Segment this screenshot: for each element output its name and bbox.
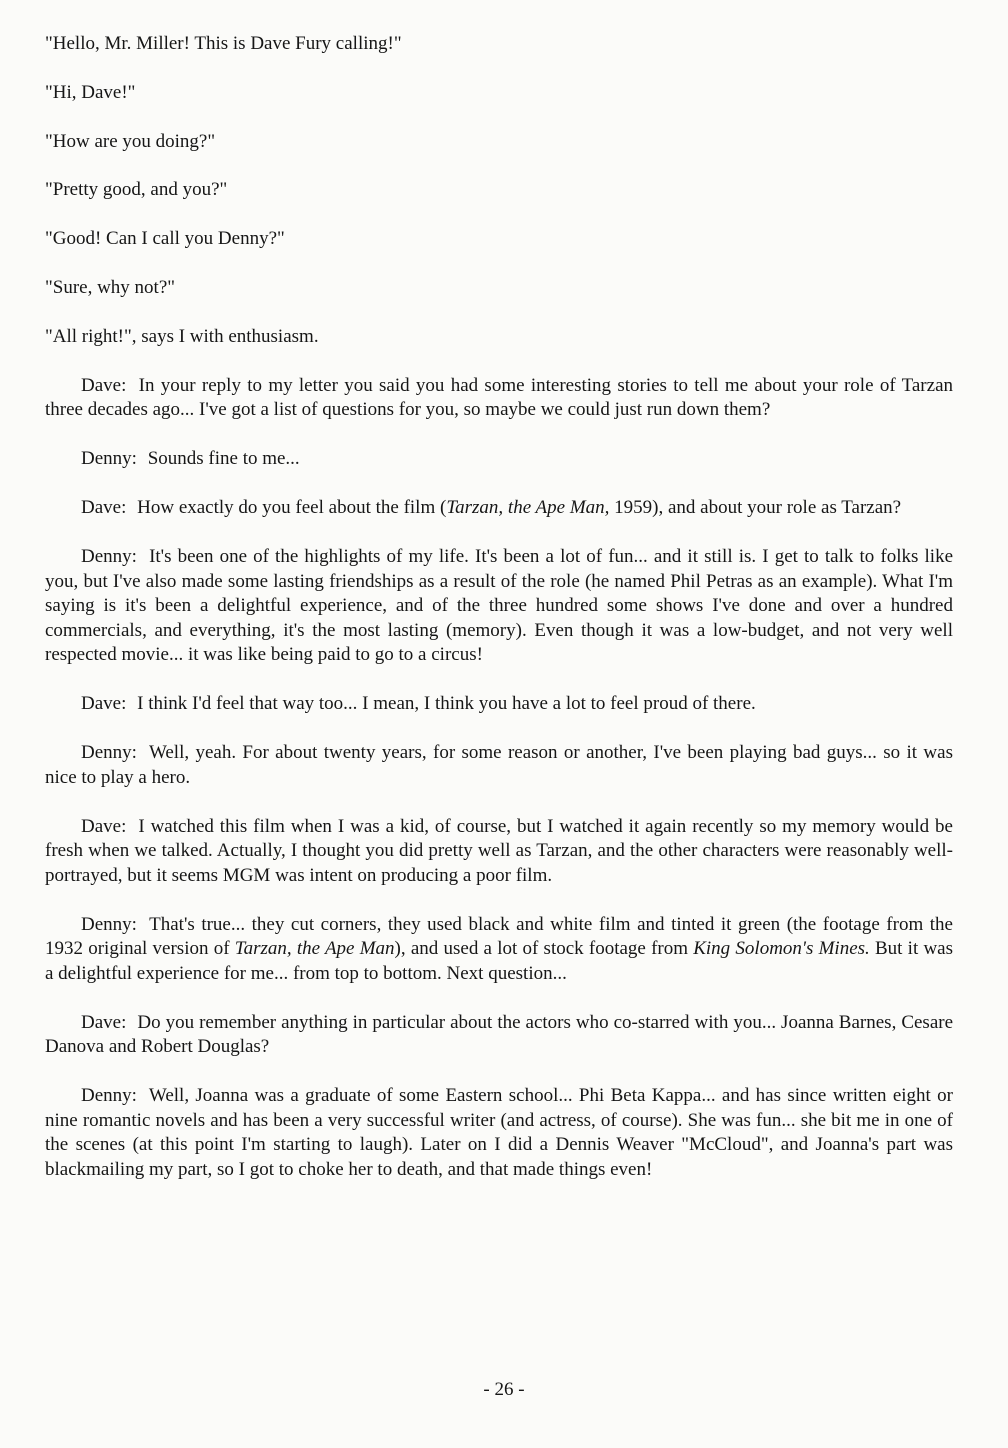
speaker-label: Dave: [81,497,127,519]
interview-paragraph [45,1084,953,1182]
interview-paragraph [45,374,953,423]
interview-paragraph [45,447,953,472]
interview-paragraph [45,1011,953,1060]
speaker-label: Denny: [81,1085,137,1107]
film-title: Tarzan, the Ape Man [234,938,395,960]
paragraph-text: In your reply to my letter you said you had some interesting stories to tell me about your role of Tarzan three decades ago... I've got a list of questions for you, so maybe we could just run down them? [45,374,953,421]
dialogue-line: "All right!", says I with enthusiasm. [45,325,319,347]
paragraph-text: How exactly do you feel about the film ( [137,497,447,519]
film-title: King Solomon's Mines. [693,938,870,960]
speaker-label: Dave: [81,815,127,837]
dialogue-line: "How are you doing?" [45,130,216,152]
paragraph-text: Well, yeah. For about twenty years, for some reason or another, I've been playing bad guys... so it was nice to play a hero. [45,742,953,788]
document-body [45,32,953,1207]
paragraph-text: 1959), and about your role as Tarzan? [609,497,902,519]
film-title: Tarzan, the Ape Man, [446,497,610,519]
paragraph-text: Do you remember anything in particular about the actors who co-starred with you... Joanna Barnes, Cesare Danova and Robert Douglas? [45,1011,954,1058]
dialogue-line: "Sure, why not?" [45,276,176,298]
paragraph-text: Well, Joanna was a graduate of some Eastern school... Phi Beta Kappa... and has since written eight or nine romantic novels and has been a very successful writer (and actress, of course). She was fun... she bit me in one of the scenes (at this point I'm starting to laugh). Later on I did a Dennis Weaver "McCloud", and Joanna's part was blackmailing my part, so I got to choke her to death, and that made things even! [45,1085,953,1180]
interview-paragraph [45,545,953,668]
interview-paragraph [45,496,953,521]
paragraph-text: ), and used a lot of stock footage from [394,938,694,960]
page-number: - 26 - [483,1379,525,1400]
speaker-label: Dave: [81,1011,127,1033]
speaker-label: Dave: [81,693,127,715]
speaker-label: Denny: [81,546,137,568]
speaker-label: Dave: [81,374,127,396]
speaker-label: Denny: [81,448,137,470]
speaker-label: Denny: [81,913,137,935]
dialogue-line: "Hi, Dave!" [45,81,136,103]
paragraph-text: It's been one of the highlights of my life. It's been a lot of fun... and it still is. I get to talk to folks like you, but I've also made some lasting friendships as a result of the role (he named Phil Petras as an example). What I'm saying is it's been a delightful experience, and of the three hundred some shows I've done and over a hundred commercials, and everything, it's the most lasting (memory). Even though it was a low-budget, and not very well respected movie... it was like being paid to go to a circus! [45,546,954,666]
dialogue-line: "Pretty good, and you?" [45,179,228,201]
dialogue-line: "Hello, Mr. Miller! This is Dave Fury calling!" [45,33,402,54]
interview-paragraph [45,815,953,889]
dialogue-line: "Good! Can I call you Denny?" [45,228,285,250]
interview-paragraph [45,692,953,717]
paragraph-text: Sounds fine to me... [147,448,300,470]
paragraph-text: I think I'd feel that way too... I mean, I think you have a lot to feel proud of there. [137,693,756,715]
interview-paragraph [45,913,953,987]
paragraph-text: But it was a delightful experience for me... from top to bottom. Next question... [45,938,954,984]
interview-paragraph [45,741,953,790]
paragraph-text: I watched this film when I was a kid, of course, but I watched it again recently so my memory would be fresh when we talked. Actually, I thought you did pretty well as Tarzan, and the other characters were reasonably well-portrayed, but it seems MGM was intent on producing a poor film. [45,815,953,886]
paragraph-text: That's true... they cut corners, they used black and white film and tinted it green (the footage from the 1932 original version of [45,913,953,960]
speaker-label: Denny: [81,742,137,764]
